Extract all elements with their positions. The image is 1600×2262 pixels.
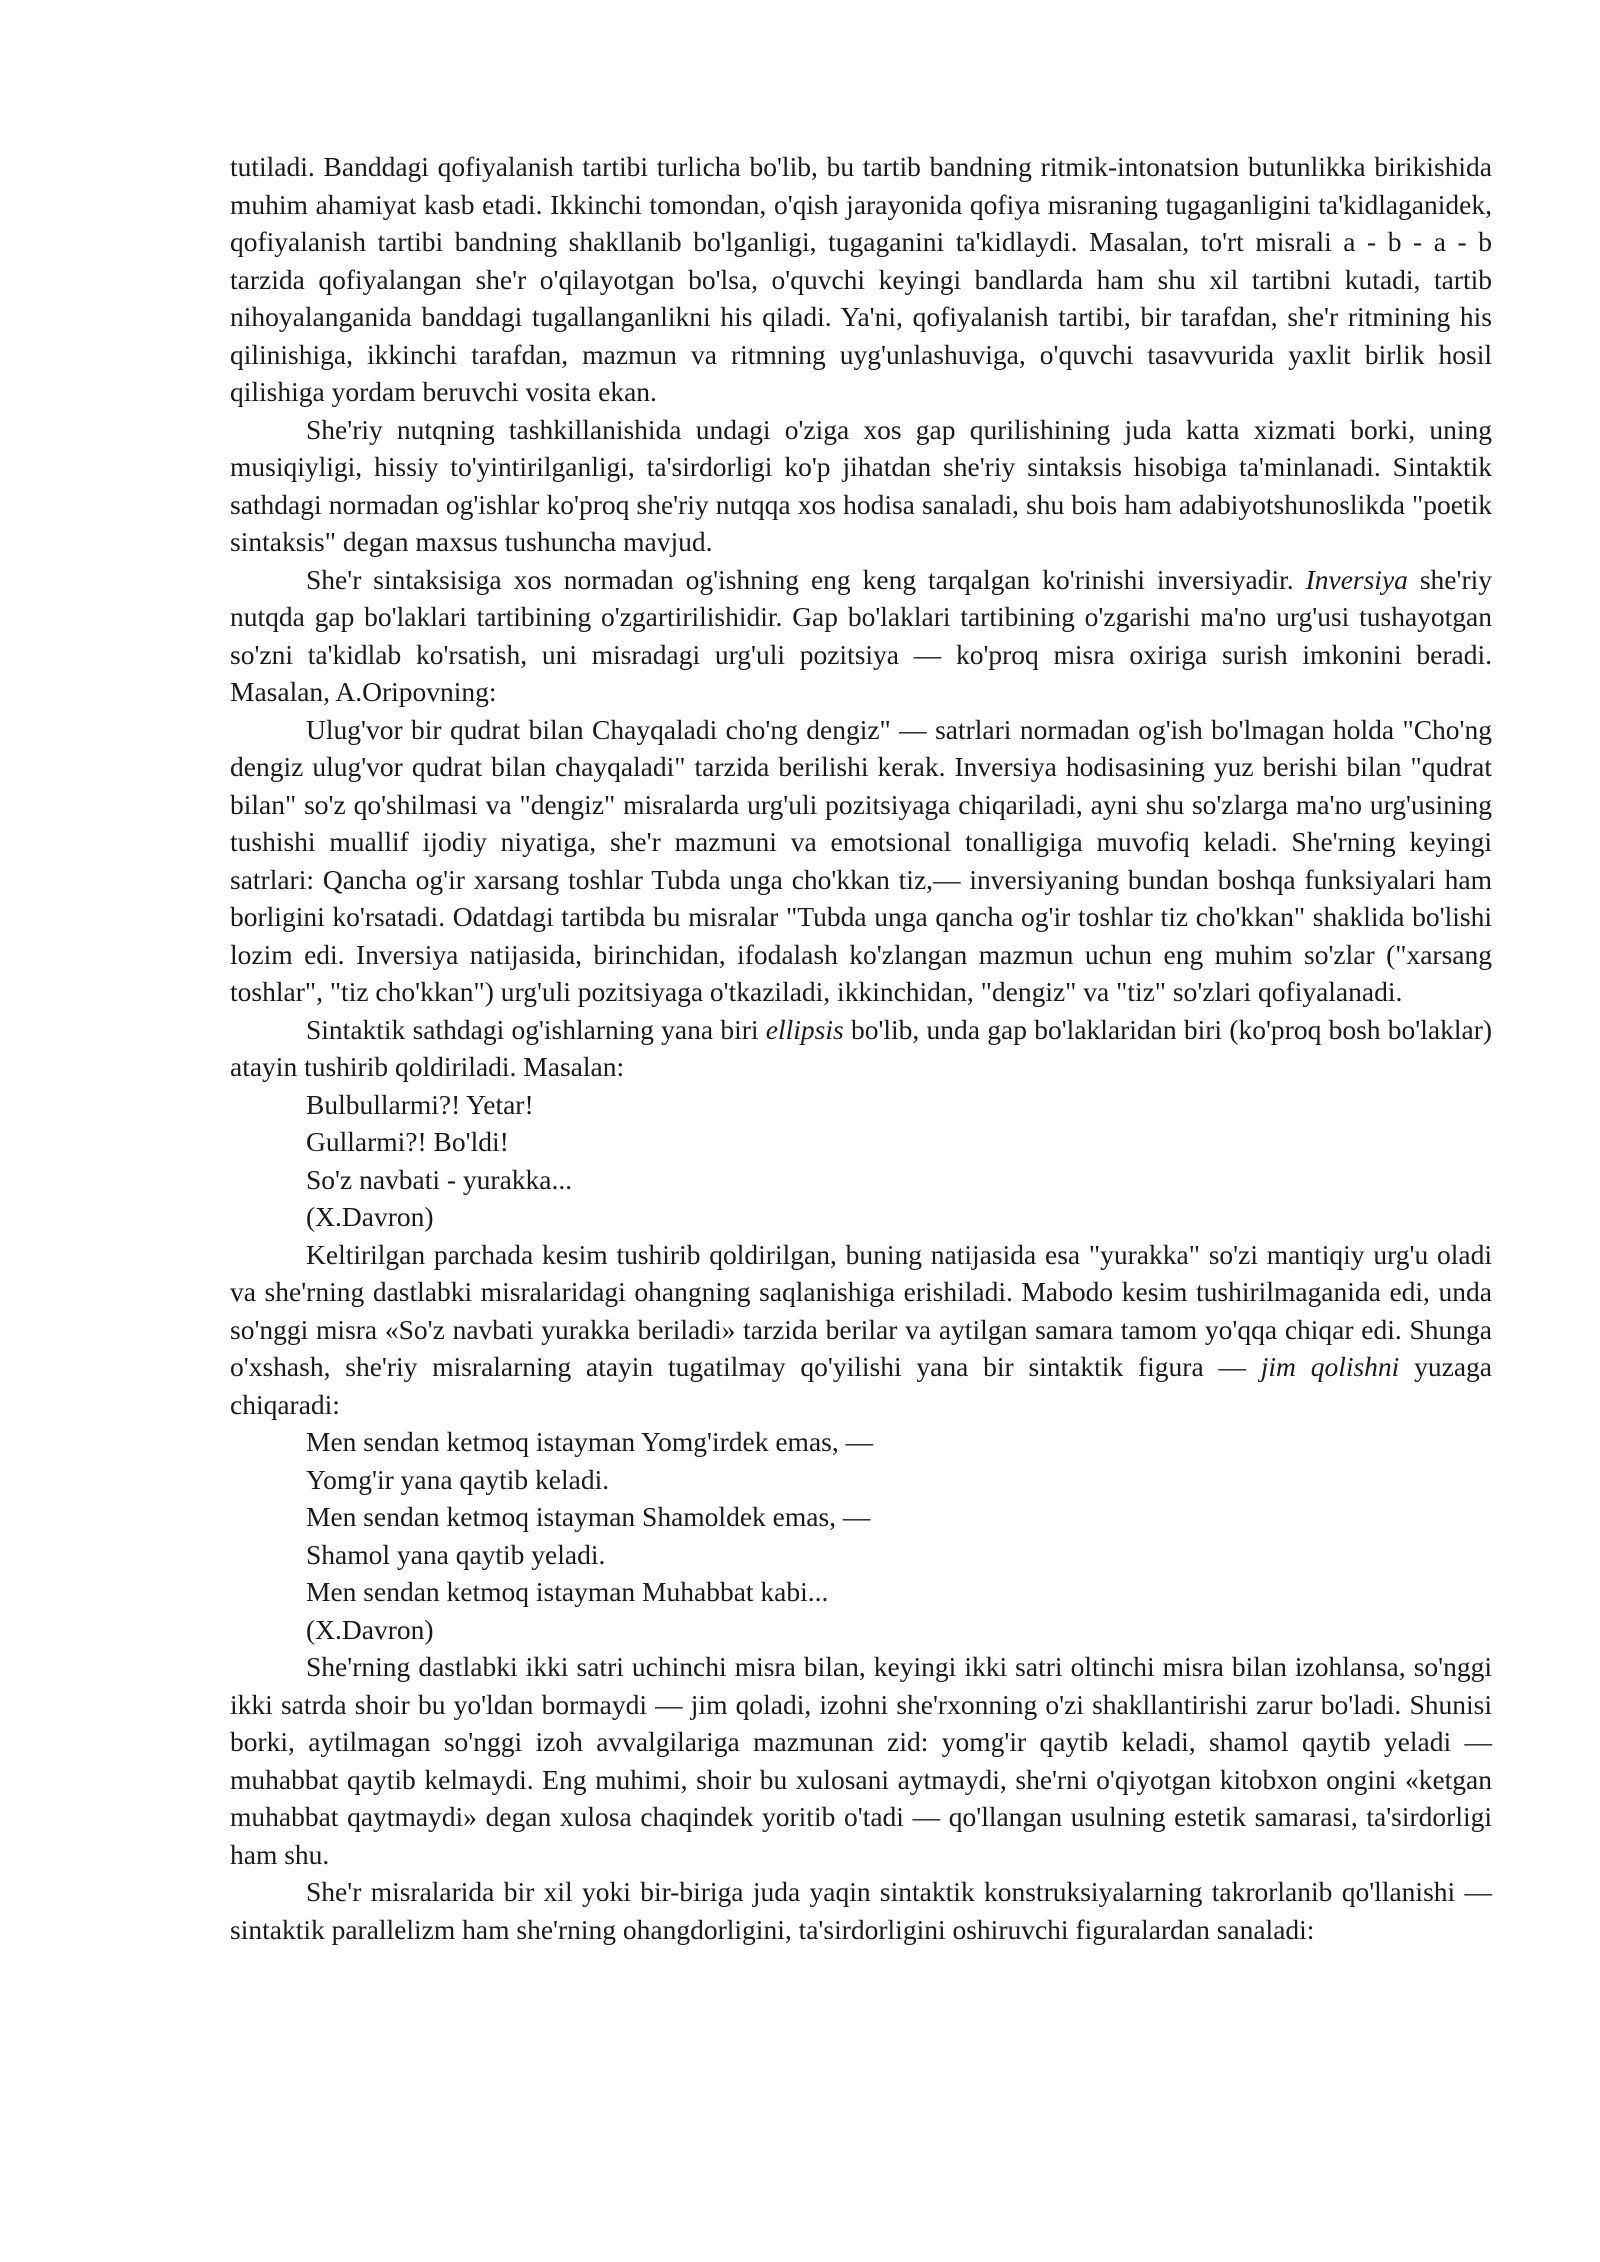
ellipsis-analysis-end: yuzaga chiqaradi:	[230, 1351, 1492, 1420]
inversion-sentence: She'r sintaksisiga xos normadan og'ishning eng keng tarqalgan ko'rinishi inversiyadir.	[306, 563, 1294, 595]
verse-attribution: (X.Davron)	[306, 1613, 434, 1645]
paragraph-inversion-example: Ulug'vor bir qudrat bilan Chayqaladi cho'ng dengiz" — satrlari normadan og'ish bo'lmagan holda "Cho'ng dengiz ulug'vor qudrat bilan chayqaladi" tarzida berilishi kerak. Inversiya hodisasining yuz berishi bilan "qudrat bilan" so'z qo'shilmasi va "dengiz" misralarda urg'uli pozitsiyaga chiqariladi, ayni shu so'zlarga ma'no urg'usining tushishi muallif ijodiy niyatiga, she'r mazmuni va emotsional tonalligiga muvofiq keladi. She'rning keyingi satrlari: Qancha og'ir xarsang toshlar Tubda unga cho'kkan tiz,— inversiyaning bundan boshqa funksiyalari ham borligini ko'rsatadi. Odatdagi tartibda bu misralar "Tubda unga qancha og'ir toshlar tiz cho'kkan" shaklida bo'lishi lozim edi. Inversiya natijasida, birinchidan, ifodalash ko'zlangan mazmun uchun eng muhim so'zlar ("xarsang toshlar", "tiz cho'kkan") urg'uli pozitsiyaga o'tkaziladi, ikkinchidan, "dengiz" va "tiz" so'zlari qofiyalanadi.	[230, 713, 1492, 1007]
paragraph-ellipsis	[230, 1011, 1492, 1086]
paragraph-rhyme-order: tutiladi. Banddagi qofiyalanish tartibi turlicha bo'lib, bu tartib bandning ritmik-intonatsion butunlikka birikishida muhim ahamiyat kasb etadi. Ikkinchi tomondan, o'qish jarayonida qofiya misraning tugaganligini ta'kidlaganidek, qofiyalanish tartibi bandning shakllanib bo'lganligi, tugaganini ta'kidlaydi. Masalan, to'rt misrali a - b - a - b tarzida qofiyalangan she'r o'qilayotgan bo'lsa, o'quvchi keyingi bandlarda ham shu xil tartibni kutadi, tartib nihoyalanganida banddagi tugallanganlikni his qiladi. Ya'ni, qofiyalanish tartibi, bir tarafdan, she'r ritmining his qilinishiga, ikkinchi tarafdan, mazmun va ritmning uyg'unlashuviga, o'quvchi tasavvurida yaxlit birlik hosil qilishiga yordam beruvchi vosita ekan.	[230, 151, 1492, 407]
verse-block-1	[230, 1086, 1492, 1236]
paragraph-ellipsis-analysis	[230, 1236, 1492, 1424]
verse-attribution: (X.Davron)	[306, 1201, 434, 1232]
verse-line: Men sendan ketmoq istayman Shamoldek emas, —	[306, 1501, 871, 1532]
verse-line: Men sendan ketmoq istayman Muhabbat kabi...	[306, 1576, 829, 1607]
verse-line: So'z navbati - yurakka...	[306, 1163, 573, 1195]
verse-line: Men sendan ketmoq istayman Yomg'irdek emas, —	[306, 1426, 874, 1457]
ellipsis-lead: Sintaktik sathdagi og'ishlarning yana biri	[306, 1013, 766, 1045]
paragraph-inversion-intro	[230, 561, 1492, 711]
verse-block-2	[230, 1423, 1492, 1648]
verse-line: Shamol yana qaytib yeladi.	[306, 1538, 606, 1570]
paragraph-silence-analysis: She'rning dastlabki ikki satri uchinchi misra bilan, keyingi ikki satri oltinchi misra bilan izohlansa, so'nggi ikki satrda shoir bu yo'ldan bormaydi — jim qoladi, izohni she'rxonning o'zi shakllantirishi zarur bo'ladi. Shunisi borki, aytilmagan so'nggi izoh avvalgilariga mazmunan zid: yomg'ir qaytib keladi, shamol qaytib yeladi — muhabbat qaytib kelmaydi. Eng muhimi, shoir bu xulosani aytmaydi, she'rni o'qiyotgan kitobxon ongini «ketgan muhabbat qaytmaydi» degan xulosa chaqindek yoritib o'tadi — qo'llangan usulning estetik samarasi, ta'sirdorligi ham shu.	[230, 1651, 1492, 1870]
verse-line: Bulbullarmi?! Yetar!	[306, 1088, 534, 1120]
ellipsis-analysis-text: Keltirilgan parchada kesim tushirib qoldirilgan, buning natijasida esa "yurakka" so'zi mantiqiy urg'u oladi va she'rning dastlabki misralaridagi ohangning saqlanishiga erishiladi. Mabodo kesim tushirilmaganida edi, unda so'nggi misra «So'z navbati yurakka beriladi» tarzida berilar va aytilgan samara tamom yo'qqa chiqar edi. Shunga o'xshash, she'riy misralarning atayin tugatilmay qo'yilishi yana bir sintaktik figura —	[230, 1238, 1492, 1382]
verse-line: Yomg'ir yana qaytib keladi.	[306, 1463, 610, 1495]
document-page	[230, 148, 1492, 1948]
term-jim-qolish: jim qolishni	[1260, 1351, 1400, 1382]
inversion-definition: she'riy nutqda gap bo'laklari tartibining o'zgartirilishidir. Gap bo'laklari tartibining o'zgarishi ma'no urg'usi tushayotgan so'zni ta'kidlab ko'rsatish, uni misradagi urg'uli pozitsiya — ko'proq misra oxiriga surish imkonini beradi. Masalan, A.Oripovning:	[230, 563, 1493, 707]
paragraph-poetic-syntax: She'riy nutqning tashkillanishida undagi o'ziga xos gap qurilishining juda katta xizmati borki, uning musiqiyligi, hissiy to'yintirilganligi, ta'sirdorligi ko'p jihatdan she'riy sintaksis hisobiga ta'minlanadi. Sintaktik sathdagi normadan og'ishlar ko'proq she'riy nutqqa xos hodisa sanaladi, shu bois ham adabiyotshunoslikda "poetik sintaksis" degan maxsus tushuncha mavjud.	[230, 413, 1492, 557]
term-inversiya: Inversiya	[1305, 563, 1408, 595]
paragraph-parallelism: She'r misralarida bir xil yoki bir-biriga juda yaqin sintaktik konstruksiyalarning takrorlanib qo'llanishi — sintaktik parallelizm ham she'rning ohangdorligini, ta'sirdorligini oshiruvchi figuralardan sanaladi:	[230, 1876, 1492, 1945]
verse-line: Gullarmi?! Bo'ldi!	[306, 1126, 509, 1157]
ellipsis-definition: bo'lib, unda gap bo'laklaridan biri (ko'proq bosh bo'laklar) atayin tushirib qoldiriladi. Masalan:	[230, 1013, 1493, 1082]
term-ellipsis: ellipsis	[765, 1013, 844, 1045]
